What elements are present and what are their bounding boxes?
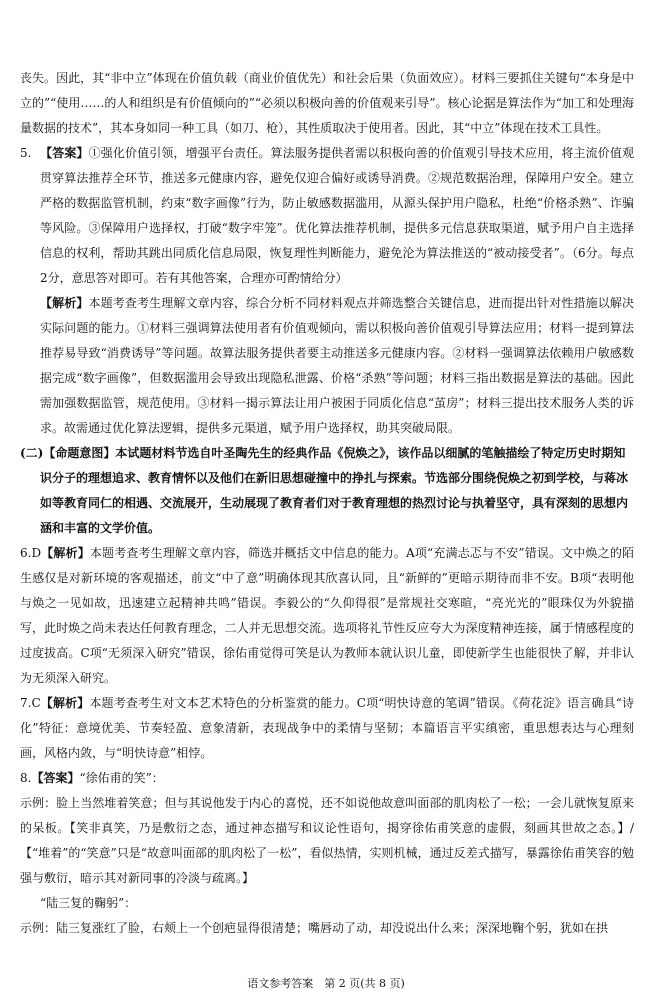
q8-example-1 (20, 791, 634, 891)
q5-analysis-text: 本题考查考生理解文章内容，综合分析不同材料观点并筛选整合关键信息，进而提出针对性措施以解决实际问题的能力。①材料三强调算法使用者有价值观倾向，需以积极向善价值观引导算法应用；材料一提到算法推荐易导致“消费诱导”等问题。故算法服务提供者要主动推送多元健康内容。②材料一强调算法依赖用户敏感数据完成“数字画像”，但数据滥用会导致出现隐私泄露、价格“杀熟”等问题；材料三指出数据是算法的基础。因此需加强数据监管，规范使用。③材料一揭示算法让用户被困于同质化信息“茧房”；材料三提出技术服务人类的诉求。故需通过优化算法逻辑，提供多元渠道，赋予用户选择权，助其突破局限。 (40, 296, 634, 435)
q6-analysis-label: 【解析】 (41, 546, 90, 560)
q7-paragraph (20, 691, 634, 766)
q5-analysis-paragraph (20, 291, 634, 441)
question-6 (20, 541, 634, 691)
section-2-intent (20, 441, 634, 541)
q8-example-1-text: 示例：脸上当然堆着笑意；但与其说他发于内心的喜悦，还不如说他故意叫面部的肌肉松了一松；一会儿就恢复原来的呆板。【笑非真笑，乃是敷衍之态，通过神态描写和议论性语句，揭穿徐佑甫笑意的虚假，刻画其世故之态。】/【“堆着”的“笑意”只是“故意叫面部的肌肉松了一松”，看似热情，实则机械，通过反差式描写，暴露徐佑甫笑容的勉强与敷衍，暗示其对新同事的冷淡与疏离。】 (20, 796, 634, 885)
q8-answer-label: 【答案】 (31, 771, 80, 785)
page-footer: 语文参考答案 第 2 页(共 8 页) (247, 977, 405, 990)
q5-number: 5. (20, 146, 32, 160)
q8-header (20, 766, 634, 791)
q6-paragraph (20, 541, 634, 691)
q5-answer-text: ①强化价值引领，增强平台责任。算法服务提供者需以积极向善的价值观引导技术应用，将主流价值观贯穿算法推荐全环节，推送多元健康内容，避免仅迎合偏好或诱导消费。②规范数据治理，保障用户安全。建立严格的数据监管机制，约束“数字画像”行为，防止敏感数据滥用，从源头保护用户隐私，杜绝“价格杀熟”、诈骗等风险。③保障用户选择权，打破“数字牢笼”。优化算法推荐机制，提供多元信息获取渠道，赋予用户自主选择信息的权利，帮助其跳出同质化信息局限，恢复理性判断能力，避免沦为算法推送的“被动接受者”。（6分。每点2分，意思答对即可。若有其他答案，合理亦可酌情给分） (40, 146, 634, 285)
q5-analysis-label: 【解析】 (40, 296, 89, 310)
q8-item-2-title (20, 891, 634, 916)
question-8 (20, 766, 634, 941)
q8-number: 8. (20, 771, 32, 785)
q6-analysis-text: 本题考查考生理解文章内容，筛选并概括文中信息的能力。A项“充满忐忑与不安”错误。文中焕之的陌生感仅是对新环境的客观描述，前文“中了意”明确体现其欣喜认同，且“新鲜的”更暗示期待而非不安。B项“表明他与焕之一见如故，迅速建立起精神共鸣”错误。李毅公的“久仰得很”是常规社交寒暄，“亮光光的”眼珠仅为外貌描写，此时焕之尚未表达任何教育理念，二人并无思想交流。选项将礼节性反应夸大为深度精神连接，属于情感程度的过度拔高。C项“无须深入研究”错误，徐佑甫觉得可笑是认为教师本就认识儿童，即使新学生也能很快了解，并非认为无须深入研究。 (20, 546, 634, 685)
q8-item-1-title: “徐佑甫的笑”： (79, 771, 164, 785)
q5-answer-label: 【答案】 (40, 146, 89, 160)
q8-example-2-text: 示例：陆三复涨红了脸，右颊上一个创疤显得很清楚；嘴唇动了动，却没说出什么来；深深地鞠个躬，犹如在拱 (20, 921, 609, 935)
para-top-text: 丧失。因此，其“非中立”体现在价值负载（商业价值优先）和社会后果（负面效应）。材料三要抓住关键句“本身是中立的”“使用……的人和组织是有价值倾向的”“必须以积极向善的价值观来引导”。核心论据是算法作为“加工和处理海量数据的技术”，其本身如同一种工具（如刀、枪），其性质取决于使用者。因此，其“中立”体现在技术工具性。 (20, 71, 634, 135)
q7-number: 7.C (20, 696, 41, 710)
question-5 (20, 141, 634, 441)
question-7 (20, 691, 634, 766)
q8-item-2-text: “陆三复的鞠躬”： (40, 896, 137, 910)
q8-example-2 (20, 916, 634, 941)
section-2-label: (二)【命题意图】 (20, 446, 116, 460)
q7-analysis-text: 本题考查考生对文本艺术特色的分析鉴赏的能力。C项“明快诗意的笔调”错误。《荷花淀》语言确具“诗化”特征：意境优美、节奏轻盈、意象清新，表现战争中的柔情与坚韧；本篇语言平实缜密，重思想表达与心理刻画，风格内敛，与“明快诗意”相悖。 (20, 696, 634, 760)
paragraph-continued (20, 66, 634, 141)
q5-answer-paragraph (20, 141, 634, 291)
q7-analysis-label: 【解析】 (40, 696, 90, 710)
q6-number: 6.D (20, 546, 42, 560)
section-2-text: 本试题材料节选自叶圣陶先生的经典作品《倪焕之》，该作品以细腻的笔触描绘了特定历史时期知识分子的理想追求、教育情怀以及他们在新旧思想碰撞中的挣扎与探索。节选部分围绕倪焕之初到学校，与蒋冰如等教育同仁的相遇、交流展开，生动展现了教育者们对于教育理想的热烈讨论与执着坚守，具有深刻的思想内涵和丰富的文学价值。 (40, 446, 629, 535)
